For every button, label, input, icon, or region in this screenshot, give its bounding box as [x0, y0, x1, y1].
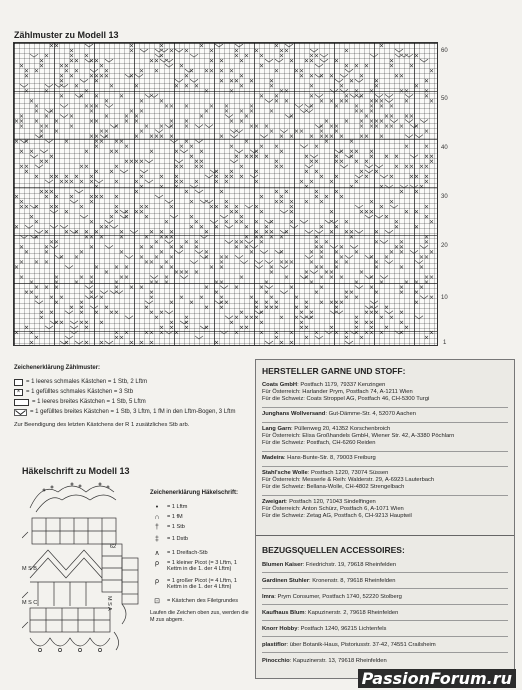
suppliers-heading: HERSTELLER GARNE UND STOFF: — [262, 366, 406, 376]
filet-box-icon: ⊡ — [154, 598, 160, 605]
accessories-heading: BEZUGSQUELLEN ACCESSOIRES: — [262, 545, 405, 555]
divider — [262, 572, 508, 573]
empty-narrow-box-icon — [14, 379, 23, 386]
accessory-entry: Imra: Prym Consumer, Postfach 1740, 52220 Stolberg — [262, 594, 402, 600]
supplier-entry: Junghans Wollversand: Gut-Dämme-Str. 4, 52070 Aachen — [262, 411, 416, 417]
supplier-entry: Madeira: Hans-Bunte-Str. 8, 79003 Freiburg — [262, 455, 376, 461]
row-number-1: 1 — [443, 340, 447, 346]
row-number-40: 40 — [441, 145, 448, 151]
haekel-legend-item: ρ = 1 kleiner Picot (= 3 Lftm, 1 Kettm in die 1. der 4 Lftm) — [150, 560, 250, 578]
single-crochet-icon: ∩ — [154, 513, 160, 521]
legend-item: × = 1 gefülltes schmales Kästchen = 3 Stb — [14, 387, 244, 397]
divider — [262, 604, 508, 605]
divider — [262, 466, 508, 467]
section-divider — [256, 535, 514, 536]
accessory-entry: plastiflor: über Botanik-Haus, Pistoriusstr. 37-42, 74551 Crailsheim — [262, 642, 436, 648]
row-number-10: 10 — [441, 295, 448, 301]
chart-title: Zählmuster zu Modell 13 — [14, 30, 119, 40]
legend-list — [14, 377, 244, 429]
legend-note: Zur Beendigung des letzten Kästchens der R 1 zusätzliches Stb arb. — [14, 422, 190, 428]
divider — [262, 451, 508, 452]
accessory-entry: Blumen Kaiser: Friedrichstr. 19, 79618 Rheinfelden — [262, 562, 397, 568]
divider — [262, 422, 508, 423]
chart-symbols — [14, 43, 437, 345]
haekel-title: Häkelschrift zu Modell 13 — [22, 466, 130, 476]
haekel-legend-item: • = 1 Lftm — [150, 502, 250, 512]
divider — [262, 495, 508, 496]
row-number-60: 60 — [441, 48, 448, 54]
label-msc: M S C — [22, 600, 38, 606]
legend-item: = 1 leeres breites Kästchen = 1 Stb, 5 Lftm — [14, 397, 244, 407]
divider — [262, 636, 508, 637]
legend-item: = 1 leeres schmales Kästchen = 1 Stb, 2 Lftm — [14, 377, 244, 387]
label-msb: M S B — [22, 566, 37, 572]
crochet-diagram — [22, 478, 150, 664]
large-picot-icon: ρ — [155, 578, 159, 585]
stitch-chart-grid — [13, 42, 438, 346]
small-picot-icon: ρ — [155, 560, 159, 567]
supplier-panel — [255, 359, 515, 679]
haekel-legend-item: ‡ = 1 Dstb — [150, 532, 250, 546]
supplier-entry: Stahl'sche Wolle: Postfach 1220, 73074 Süssen Für Österreich: Messerle & Reih: Walderstr. 29, A-6923 Lauterbach Für die Schweiz: Bellana-Wolle, CH-4802 Strengelbach — [262, 470, 435, 490]
treble-crochet-icon: ‡ — [155, 535, 159, 543]
double-crochet-icon: † — [155, 523, 159, 531]
filled-narrow-box-icon: × — [14, 389, 23, 396]
accessory-entry: Pinocchio: Kapuzinerstr. 13, 79618 Rheinfelden — [262, 658, 387, 664]
legend-title: Zeichenerklärung Zählmuster: — [14, 365, 101, 371]
triple-treble-icon: ∧ — [154, 550, 160, 557]
row-number-30: 30 — [441, 194, 448, 200]
haekel-legend-item: ∩ = 1 fM — [150, 512, 250, 522]
haekel-note: Laufen die Zeichen oben zus, werden die M zus abgem. — [150, 610, 249, 623]
row-number-50: 50 — [441, 96, 448, 102]
accessory-entry: Knorr Hobby: Postfach 1240, 96215 Lichtenfels — [262, 626, 387, 632]
haekel-legend-item: † = 1 Stb — [150, 522, 250, 532]
accessory-entry: Kaufhaus Blum: Kapuzinerstr. 2, 79618 Rheinfelden — [262, 610, 399, 616]
divider — [262, 620, 508, 621]
watermark: PassionForum.ru — [358, 669, 516, 688]
divider — [262, 652, 508, 653]
haekel-legend-item: ∧ = 1 Dreifach-Stb — [150, 546, 250, 560]
supplier-entry: Zweigart: Postfach 120, 71043 Sindelfingen Für Österreich: Anton Schürz, Postfach 6, A-1071 Wien Für die Schweiz: Zetag AG, Postfach 6, CH-9213 Hauptwil — [262, 499, 412, 519]
row-number-20: 20 — [441, 243, 448, 249]
haekel-legend-item: ρ = 1 großer Picot (= 4 Lftm, 1 Kettm in die 1. der 4 Lftm) — [150, 578, 250, 596]
supplier-entry: Lang Garn: Püllenweg 20, 41352 Korschenbroich Für Österreich: Elisa Großhandels GmbH, Wiener Str. 42, A-3380 Pöchlarn Für die Schweiz: Postfach, CH-6260 Reiden — [262, 426, 455, 446]
filled-wide-box-icon — [14, 409, 27, 416]
supplier-entry: Coats GmbH: Postfach 1179, 79337 Kenzingen Für Österreich: Harlander Prym, Postfach 74, A-1211 Wien Für die Schweiz: Coats Stroppel AG, Postfach 46, CH-5300 Turgi — [262, 382, 430, 402]
label-msa: M S A — [106, 596, 112, 611]
divider — [262, 588, 508, 589]
legend-item: = 1 gefülltes breites Kästchen = 1 Stb, 3 Lftm, 1 fM in den Lftm-Bogen, 3 Lftm — [14, 407, 244, 417]
haekel-legend-list — [150, 502, 250, 623]
label-62: 62 — [110, 544, 117, 550]
haekel-legend-item: ⊡ = Kästchen des Filetgrundes — [150, 596, 250, 606]
empty-wide-box-icon — [14, 399, 29, 406]
haekel-legend-title: Zeichenerklärung Häkelschrift: — [150, 490, 239, 496]
chain-stitch-icon: • — [155, 503, 159, 511]
divider — [262, 407, 508, 408]
accessory-entry: Gardinen Stuhler: Kronenstr. 8, 79618 Rheinfelden — [262, 578, 396, 584]
